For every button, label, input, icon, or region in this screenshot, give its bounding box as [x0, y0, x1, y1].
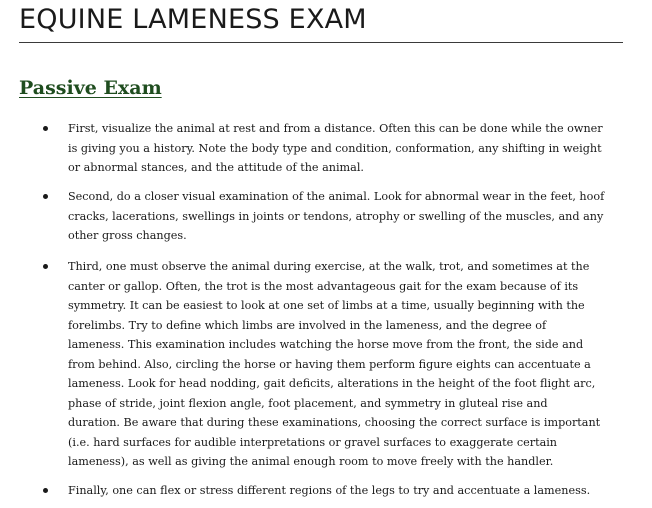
bullet-icon — [43, 264, 48, 269]
list-item-text — [68, 481, 624, 501]
text-line: lameness. This examination includes watching the horse move from the front, the side and — [68, 338, 584, 351]
text-line: or abnormal stances, and the attitude of the animal. — [68, 161, 364, 174]
text-line: other gross changes. — [68, 229, 187, 242]
bullet-icon — [43, 126, 48, 131]
text-line: is giving you a history. Note the body type and condition, conformation, any shifting in weight — [68, 141, 602, 155]
text-line: duration. Be aware that during these examinations, choosing the correct surface is important — [68, 416, 601, 429]
document-title: EQUINE LAMENESS EXAM — [19, 4, 367, 35]
bullet-icon — [43, 488, 48, 493]
title-underline-rule — [19, 42, 623, 43]
list-item-text — [68, 257, 624, 472]
list-item-text — [68, 187, 624, 246]
text-line: First, visualize the animal at rest and from a distance. Often this can be done while the owner — [68, 122, 603, 135]
text-line: (i.e. hard surfaces for audible interpretations or gravel surfaces to exaggerate certain — [68, 435, 558, 449]
list-item-text — [68, 119, 624, 178]
text-line: symmetry. It can be easiest to look at one set of limbs at a time, usually beginning with the — [68, 299, 585, 312]
text-line: cracks, lacerations, swellings in joints or tendons, atrophy or swelling of the muscles, and any — [68, 209, 604, 223]
text-line: Second, do a closer visual examination of the animal. Look for abnormal wear in the feet, hoof — [68, 190, 605, 203]
text-line: canter or gallop. Often, the trot is the most advantageous gait for the exam because of its — [68, 279, 579, 293]
text-line: lameness), as well as giving the animal enough room to move freely with the handler. — [68, 455, 554, 468]
text-line: Finally, one can flex or stress different regions of the legs to try and accentuate a lameness. — [68, 484, 591, 497]
bullet-icon — [43, 194, 48, 199]
section-heading-passive-exam: Passive Exam — [19, 77, 162, 99]
text-line: phase of stride, joint flexion angle, foot placement, and symmetry in gluteal rise and — [68, 396, 548, 410]
text-line: Third, one must observe the animal during exercise, at the walk, trot, and sometimes at the — [68, 260, 590, 273]
text-line: lameness. Look for head nodding, gait deficits, alterations in the height of the foot flight arc, — [68, 377, 596, 390]
text-line: forelimbs. Try to define which limbs are involved in the lameness, and the degree of — [68, 318, 547, 332]
text-line: from behind. Also, circling the horse or having them perform figure eights can accentuate a — [68, 357, 591, 371]
